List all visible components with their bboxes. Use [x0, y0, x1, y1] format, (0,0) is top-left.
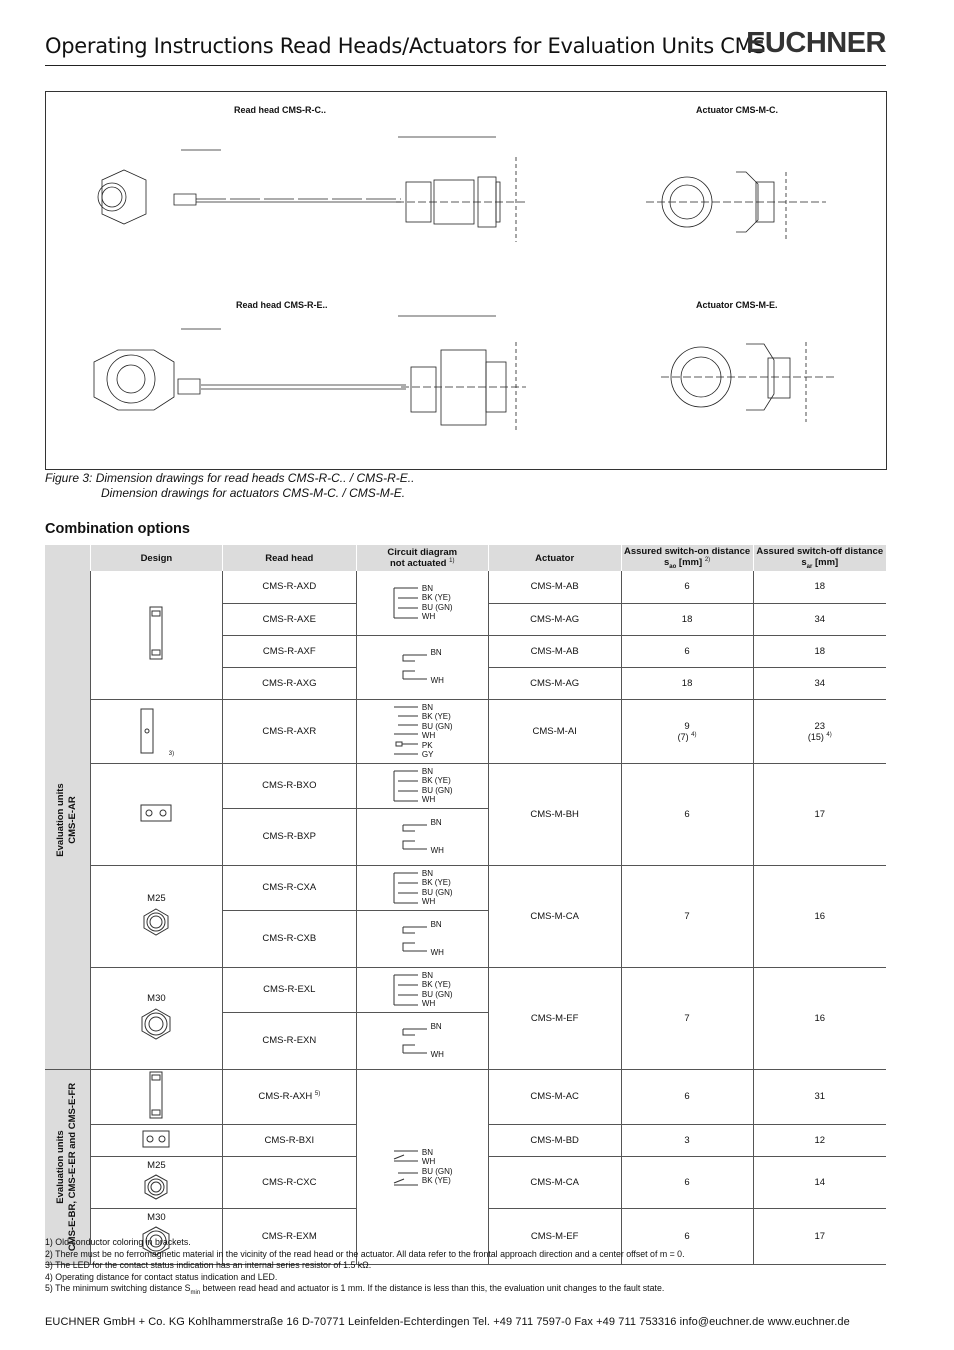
- rectangular-sensor-icon: [146, 603, 166, 663]
- design-cell: 3): [90, 699, 222, 763]
- figure-caption: [45, 471, 414, 501]
- label-read-head-e: Read head CMS-R-E..: [236, 300, 328, 310]
- design-cell: [90, 571, 222, 699]
- actuator-cell: CMS-M-AI: [488, 699, 621, 763]
- switch-off-cell: 17: [753, 763, 886, 865]
- contact-symbol-icon: [392, 1145, 420, 1189]
- contact-led-symbol-icon: [392, 702, 420, 760]
- table-header-row: [45, 545, 886, 571]
- caption-line-2: Dimension drawings for actuators CMS-M-C. / CMS-M-E.: [101, 486, 406, 500]
- switch-on-cell: 6: [621, 763, 753, 865]
- switch-on-cell: 7: [621, 865, 753, 967]
- circuit-cell: BN WH: [356, 910, 488, 967]
- circuit-cell: BN BK (YE) BU (GN) WH: [356, 865, 488, 910]
- read-head-cell: CMS-R-CXA: [222, 865, 356, 910]
- actuator-cell: CMS-M-CA: [488, 1156, 621, 1208]
- header-read-head: Read head: [222, 545, 356, 571]
- switch-on-cell: 6: [621, 1208, 753, 1264]
- circuit-cell: BN BK (YE) BU (GN) WH: [356, 967, 488, 1012]
- readhead-e-front-view: [94, 350, 174, 410]
- circuit-cell: BN BK (YE) BU (GN) WH: [356, 763, 488, 808]
- actuator-cell: CMS-M-AG: [488, 603, 621, 635]
- circuit-cell: BN WH: [356, 808, 488, 865]
- design-cell: M30: [90, 967, 222, 1069]
- contact-symbol-icon: [401, 817, 429, 857]
- label-actuator-c: Actuator CMS-M-C.: [696, 105, 778, 115]
- table-row: [45, 865, 886, 910]
- header-switch-on: Assured switch-on distance $s_{ao}$ [mm] $^{2)}$: [621, 545, 753, 571]
- contact-symbol-icon: [401, 1021, 429, 1061]
- circuit-cell: BN WH BU (GN) BK (YE): [356, 1069, 488, 1264]
- read-head-cell: CMS-R-AXR: [222, 699, 356, 763]
- table-row: [45, 699, 886, 763]
- switch-off-cell: 14: [753, 1156, 886, 1208]
- switch-on-cell: 6: [621, 1156, 753, 1208]
- read-head-cell: CMS-R-BXO: [222, 763, 356, 808]
- read-head-cell: CMS-R-AXD: [222, 571, 356, 603]
- footnote-5: 5) The minimum switching distance $S_{min}$ between read head and actuator is 1 mm. If the distance is less than this, the evaluation unit changes to the fault state.: [45, 1283, 665, 1297]
- switch-on-cell: 6: [621, 1069, 753, 1124]
- read-head-cell: CMS-R-EXM: [222, 1208, 356, 1264]
- contact-symbol-icon: [401, 919, 429, 959]
- read-head-cell: CMS-R-AXF: [222, 635, 356, 667]
- switch-off-cell: 17: [753, 1208, 886, 1264]
- circuit-cell: BN BK (YE) BU (GN) WH PK GY: [356, 699, 488, 763]
- actuator-cell: CMS-M-AB: [488, 571, 621, 603]
- switch-off-cell: 34: [753, 603, 886, 635]
- footnote-4: 4) Operating distance for contact status indication and LED.: [45, 1271, 278, 1282]
- switch-off-cell: 12: [753, 1124, 886, 1156]
- actuator-cell: CMS-M-BH: [488, 763, 621, 865]
- header-actuator: Actuator: [488, 545, 621, 571]
- header-circuit: Circuit diagram not actuated $^{1)}$: [356, 545, 488, 571]
- contact-symbol-icon: [392, 970, 420, 1010]
- actuator-cell: CMS-M-AG: [488, 667, 621, 699]
- switch-off-cell: 16: [753, 865, 886, 967]
- switch-on-cell: 18: [621, 603, 753, 635]
- switch-on-cell: 18: [621, 667, 753, 699]
- switch-on-cell: 7: [621, 967, 753, 1069]
- switch-on-cell: 6: [621, 635, 753, 667]
- actuator-cell: CMS-M-AC: [488, 1069, 621, 1124]
- design-cell: [90, 763, 222, 865]
- read-head-cell: CMS-R-CXB: [222, 910, 356, 967]
- circuit-cell: BN BK (YE) BU (GN) WH: [356, 571, 488, 635]
- euchner-logo: EUCHNER: [746, 27, 886, 59]
- switch-off-cell: 18: [753, 571, 886, 603]
- read-head-cell: CMS-R-EXL: [222, 967, 356, 1012]
- footer-contact: EUCHNER GmbH + Co. KG Kohlhammerstraße 16 D-70771 Leinfelden-Echterdingen Tel. +49 711 7597-0 Fax +49 711 753316 info@euchner.de www.euchner.de: [45, 1316, 850, 1328]
- dimension-drawings-svg: [46, 92, 886, 469]
- actuator-cell: CMS-M-EF: [488, 967, 621, 1069]
- circuit-cell: BN WH: [356, 1012, 488, 1069]
- rectangular-led-sensor-icon: [139, 705, 169, 755]
- read-head-cell: CMS-R-BXI: [222, 1124, 356, 1156]
- section-title: Combination options: [45, 521, 190, 537]
- contact-symbol-icon: [401, 647, 429, 687]
- design-cell: M25: [90, 865, 222, 967]
- block-sensor-icon: [140, 804, 172, 822]
- header-switch-off: Assured switch-off distance $s_{ar}$ [mm]: [753, 545, 886, 571]
- rectangular-sensor-icon: [146, 1070, 166, 1120]
- header-rule: [45, 65, 886, 66]
- footnote-1: 1) Old conductor coloring in brackets.: [45, 1237, 191, 1247]
- label-actuator-e: Actuator CMS-M-E.: [696, 300, 778, 310]
- page-title: Operating Instructions Read Heads/Actuators for Evaluation Units CMS: [45, 34, 766, 58]
- caption-line-1: Figure 3: Dimension drawings for read heads CMS-R-C.. / CMS-R-E..: [45, 471, 415, 485]
- m30-hex-icon: [139, 1007, 173, 1041]
- read-head-cell: CMS-R-AXE: [222, 603, 356, 635]
- group-cms-e-ar: Evaluation units CMS-E-AR: [45, 571, 90, 1069]
- design-cell: [90, 1069, 222, 1124]
- switch-off-cell: 34: [753, 667, 886, 699]
- dimension-drawings-figure: [45, 91, 887, 470]
- table-row: [45, 763, 886, 808]
- read-head-cell: CMS-R-EXN: [222, 1012, 356, 1069]
- contact-symbol-icon: [392, 766, 420, 806]
- circuit-cell: BN WH: [356, 635, 488, 699]
- actuator-cell: CMS-M-AB: [488, 635, 621, 667]
- switch-off-cell: 23 (15) $^{4)}$: [753, 699, 886, 763]
- label-read-head-c: Read head CMS-R-C..: [234, 105, 327, 115]
- table-row: [45, 967, 886, 1012]
- read-head-cell: CMS-R-AXG: [222, 667, 356, 699]
- contact-symbol-icon: [392, 583, 420, 623]
- design-cell: M25: [90, 1156, 222, 1208]
- block-sensor-icon: [142, 1130, 170, 1148]
- switch-on-cell: 3: [621, 1124, 753, 1156]
- read-head-cell: CMS-R-CXC: [222, 1156, 356, 1208]
- actuator-cell: CMS-M-EF: [488, 1208, 621, 1264]
- combination-table: [45, 545, 886, 1265]
- table-row: [45, 1069, 886, 1124]
- design-cell: [90, 1124, 222, 1156]
- read-head-cell: CMS-R-BXP: [222, 808, 356, 865]
- footnote-2: 2) There must be no ferromagnetic material in the vicinity of the read head or the actuator. All data refer to the frontal approach direction and a center offset of m = 0.: [45, 1248, 685, 1259]
- contact-symbol-icon: [392, 868, 420, 908]
- table-row: [45, 571, 886, 603]
- actuator-cell: CMS-M-BD: [488, 1124, 621, 1156]
- footnotes: [45, 1237, 685, 1300]
- read-head-cell: CMS-R-AXH $^{5)}$: [222, 1069, 356, 1124]
- m25-hex-icon: [141, 907, 171, 937]
- switch-on-cell: 6: [621, 571, 753, 603]
- switch-on-cell: 9 (7) $^{4)}$: [621, 699, 753, 763]
- actuator-cell: CMS-M-CA: [488, 865, 621, 967]
- switch-off-cell: 18: [753, 635, 886, 667]
- switch-off-cell: 31: [753, 1069, 886, 1124]
- switch-off-cell: 16: [753, 967, 886, 1069]
- group-cms-e-br-er-fr: Evaluation units CMS-E-BR, CMS-E-ER and CMS-E-FR: [45, 1069, 90, 1264]
- design-cell: M30: [90, 1208, 222, 1264]
- header-design: Design: [90, 545, 222, 571]
- m25-hex-icon: [142, 1173, 170, 1201]
- footnote-3: 3) The LED for the contact status indication has an internal series resistor of 1.5 kΩ.: [45, 1260, 372, 1271]
- readhead-c-front-view: [102, 170, 146, 224]
